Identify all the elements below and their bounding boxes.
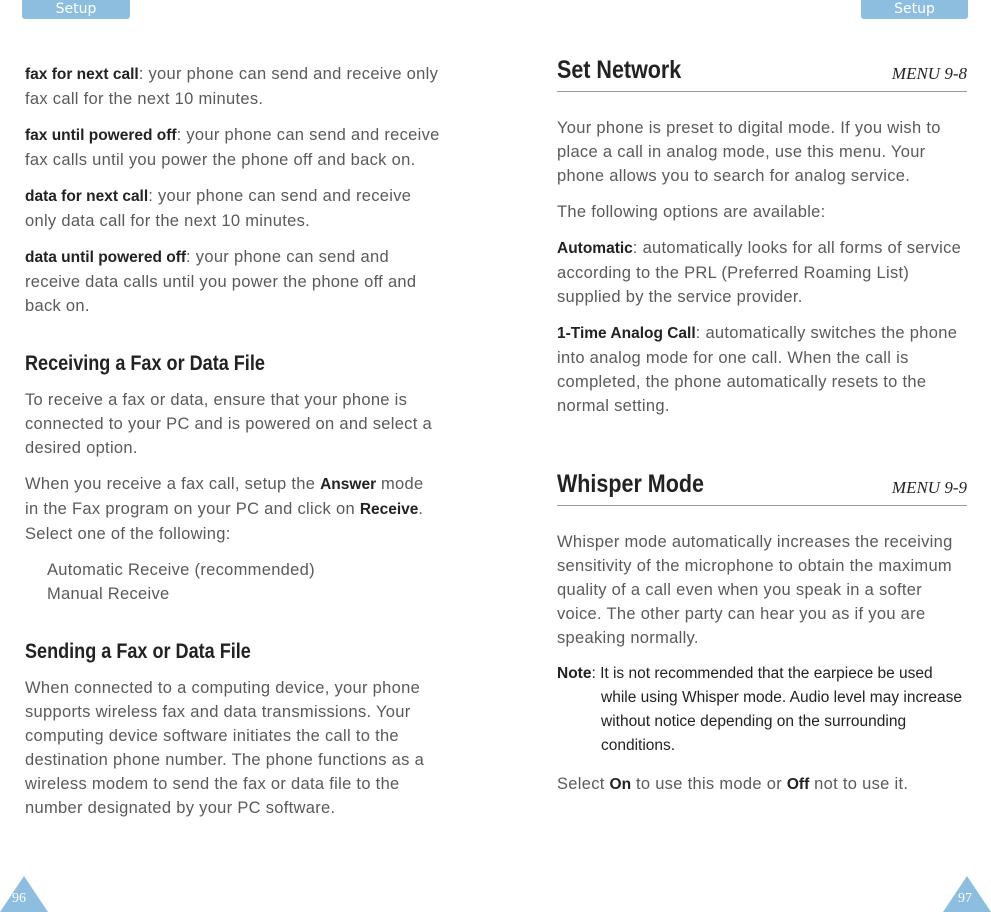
left-section-tab: Setup xyxy=(22,0,130,19)
whisper-heading: Whisper Mode xyxy=(557,470,704,498)
whisper-note: Note: It is not recommended that the earpiece be used while using Whisper mode. Audio level may increase without notice depending on the surrounding conditions. xyxy=(557,665,962,754)
whisper-paragraph: Whisper mode automatically increases the receiving sensitivity of the microphone to obtain the maximum quality of a call even when you speak in a softer voice. The other party can hear you as if you are speaking normally. xyxy=(557,533,953,647)
left-page-number: 96 xyxy=(12,891,26,906)
option-automatic: Automatic: automatically looks for all forms of service according to the PRL (Preferred Roaming List) supplied by the service provider. xyxy=(557,239,962,306)
receiving-paragraph: To receive a fax or data, ensure that your phone is connected to your PC and is powered on and select a desired option. xyxy=(25,391,432,457)
receiving-heading: Receiving a Fax or Data File xyxy=(25,352,265,375)
whisper-menu-code: MENU 9-9 xyxy=(891,478,967,497)
sending-heading: Sending a Fax or Data File xyxy=(25,640,251,663)
option-manual-receive: Manual Receive xyxy=(47,585,170,603)
item-fax-next-call: fax for next call: your phone can send and receive only fax call for the next 10 minutes. xyxy=(25,65,439,108)
right-page-content xyxy=(557,50,967,797)
right-section-tab: Setup xyxy=(861,0,968,19)
set-network-paragraph: Your phone is preset to digital mode. If you wish to place a call in analog mode, use this menu. Your phone allows you to search for analog service. xyxy=(557,119,941,185)
sending-paragraph: When connected to a computing device, your phone supports wireless fax and data transmissions. Your computing device software initiates the call to the destination phone number. The phone functions as a wireless modem to send the fax or data file to the number designated by your PC software. xyxy=(25,679,425,817)
set-network-menu-code: MENU 9-8 xyxy=(891,64,967,83)
receiving-instructions: When you receive a fax call, setup the Answer mode in the Fax program on your PC and click on Receive. Select one of the following: xyxy=(25,475,424,543)
option-automatic-receive: Automatic Receive (recommended) xyxy=(47,561,315,579)
set-network-header xyxy=(557,50,967,92)
left-page-content xyxy=(25,62,440,820)
item-fax-until-off: fax until powered off: your phone can send and receive fax calls until you power the phone off and back on. xyxy=(25,126,440,169)
item-data-next-call: data for next call: your phone can send and receive only data call for the next 10 minutes. xyxy=(25,187,412,230)
option-one-time-analog: 1-Time Analog Call: automatically switches the phone into analog mode for one call. When the call is completed, the phone automatically resets to the normal setting. xyxy=(557,324,958,415)
set-network-options-intro: The following options are available: xyxy=(557,203,826,221)
set-network-heading: Set Network xyxy=(557,56,682,84)
right-page-number: 97 xyxy=(958,891,972,906)
whisper-select-instruction: Select On to use this mode or Off not to use it. xyxy=(557,775,909,793)
item-data-until-off: data until powered off: your phone can send and receive data calls until you power the phone off and back on. xyxy=(25,248,417,315)
whisper-header xyxy=(557,464,967,506)
